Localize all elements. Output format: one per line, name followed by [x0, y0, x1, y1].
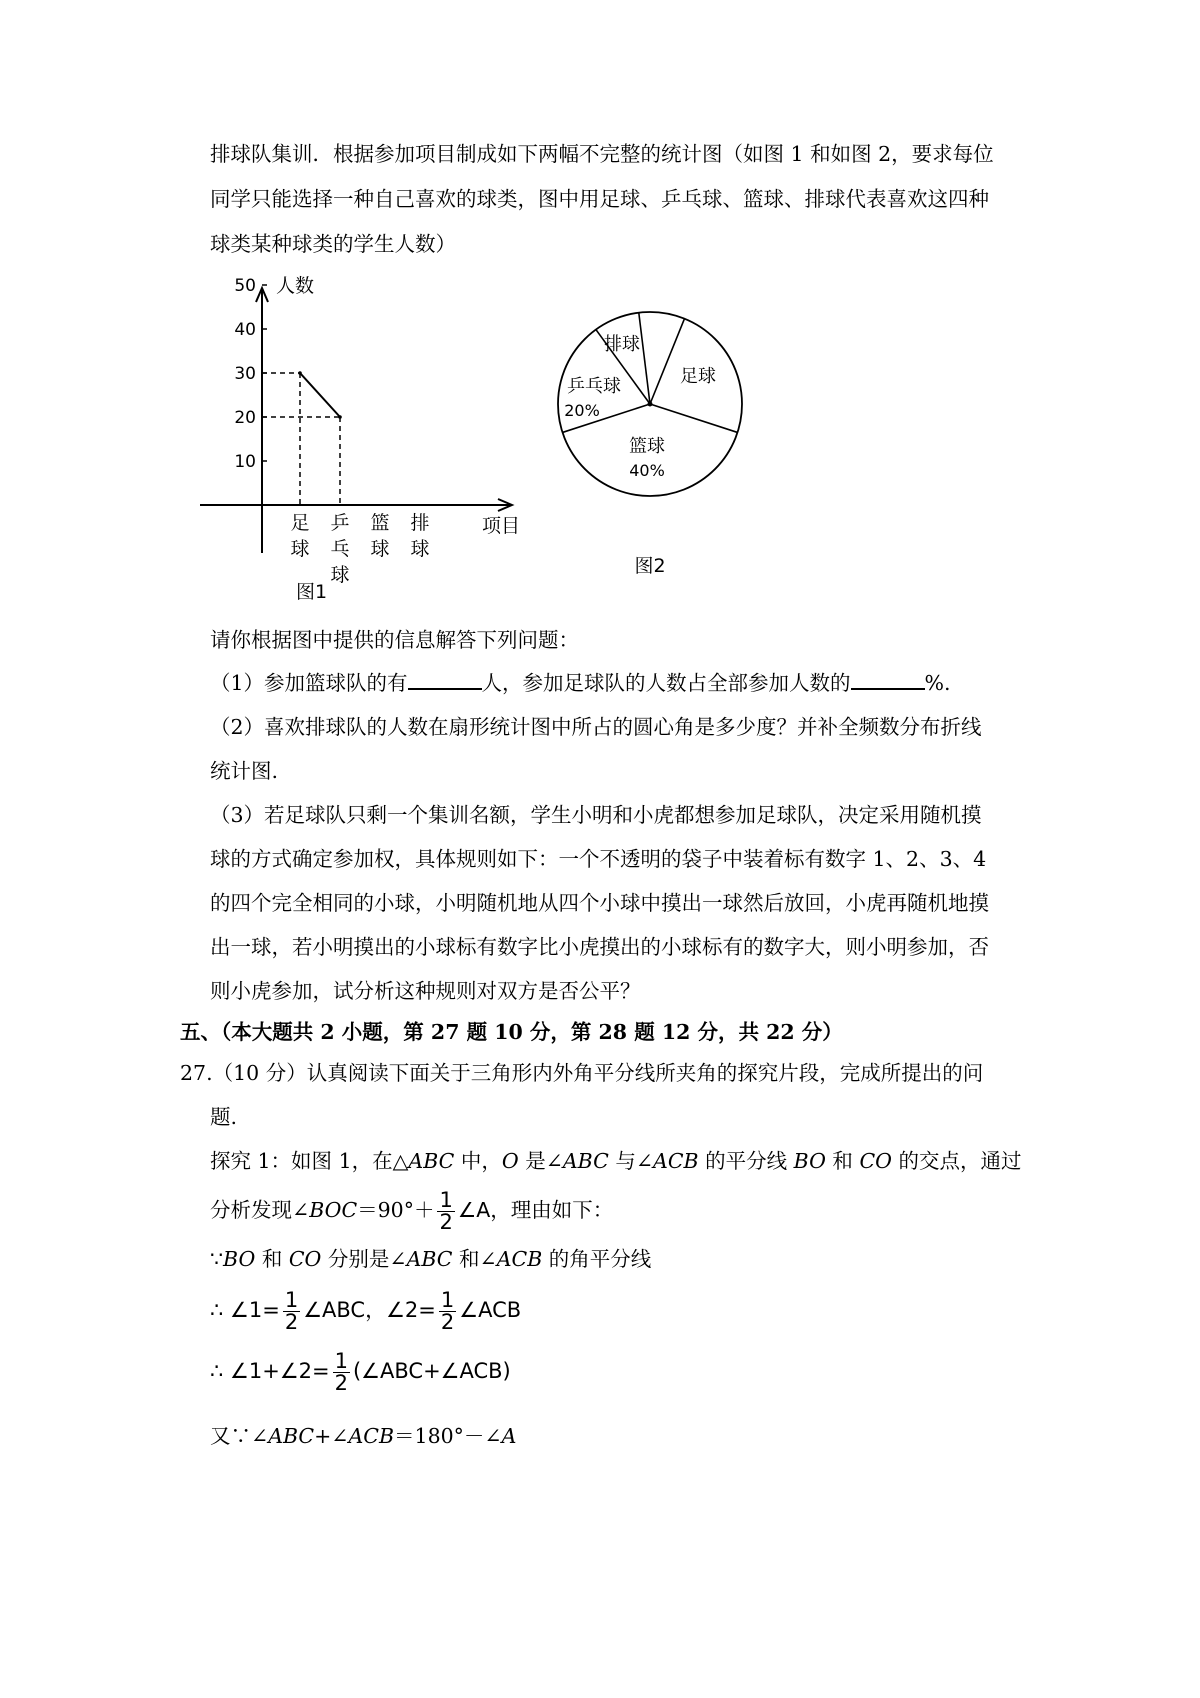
- x-categories: [290, 512, 429, 586]
- denominator: 2: [284, 1309, 299, 1334]
- text: (∠ABC+∠ACB): [352, 1359, 511, 1383]
- series-segment: [300, 373, 340, 417]
- text: ∴ ∠1+∠2=: [210, 1359, 330, 1383]
- text: ∠ABC，∠2=: [303, 1298, 436, 1322]
- text: 和∠: [452, 1247, 497, 1271]
- explore-1-line-1: [210, 1145, 1021, 1177]
- slice-name: 篮球: [629, 436, 665, 457]
- fraction-one-half: [283, 1287, 300, 1334]
- text: 又∵∠: [210, 1424, 269, 1448]
- y-tick-label: 20: [234, 408, 256, 428]
- text: 和: [255, 1247, 289, 1271]
- fraction-one-half: [437, 1190, 454, 1233]
- x-category-char: 足: [290, 512, 310, 534]
- reason-line-3: [210, 1347, 511, 1395]
- pie-slice-label: [604, 334, 640, 355]
- slice-percent: 40%: [629, 461, 665, 480]
- section-5-heading: 五、（本大题共 2 小题，第 27 题 10 分，第 28 题 12 分，共 22 分）: [180, 1020, 843, 1044]
- x-category-char: 球: [410, 538, 430, 560]
- x-category-label: [370, 512, 389, 560]
- y-tick-label: 40: [234, 320, 256, 340]
- slice-name: 乒乓球: [567, 376, 621, 397]
- numerator: 1: [439, 1188, 453, 1212]
- because-symbol: ∵: [210, 1247, 224, 1271]
- answer-blank-football-percent[interactable]: [851, 668, 925, 690]
- fraction-one-half: [439, 1287, 456, 1334]
- var-o: O: [501, 1149, 519, 1173]
- pie-slice-label: [680, 366, 716, 387]
- x-category-char: 球: [330, 564, 350, 586]
- var-bo: BO: [223, 1247, 256, 1271]
- text: 与∠: [608, 1149, 654, 1173]
- text: 的交点，通过: [891, 1149, 1022, 1173]
- var-acb: ACB: [496, 1247, 543, 1271]
- text: 是∠: [518, 1149, 563, 1173]
- x-category-label: [290, 512, 309, 560]
- pie-slice-label: [564, 376, 621, 420]
- text: 分析发现∠: [210, 1198, 310, 1222]
- var-co: CO: [288, 1247, 322, 1271]
- slice-name: 排球: [604, 334, 640, 355]
- text: +∠: [314, 1424, 349, 1448]
- x-category-char: 乓: [330, 538, 350, 560]
- numerator: 1: [334, 1348, 348, 1373]
- intro-line-2: 同学只能选择一种自己喜欢的球类，图中用足球、乒乓球、篮球、排球代表喜欢这四种: [210, 187, 989, 211]
- data-point: [298, 371, 302, 375]
- var-boc: BOC: [309, 1198, 358, 1222]
- x-category-char: 排: [410, 512, 430, 534]
- text: ＝180°－∠: [394, 1424, 502, 1448]
- pie-slice-edge: [650, 319, 684, 404]
- data-series: [262, 371, 342, 505]
- var-abc: ABC: [406, 1247, 453, 1271]
- y-tick-label: 50: [234, 276, 256, 296]
- x-axis-label: 项目: [482, 515, 521, 537]
- text: 中，: [454, 1149, 502, 1173]
- fraction-one-half: [333, 1348, 350, 1395]
- question-3-line-4: 出一球，若小明摸出的小球标有数字比小虎摸出的小球标有的数字大，则小明参加，否: [210, 935, 989, 959]
- slice-percent: 20%: [564, 401, 600, 420]
- text: 探究 1：如图 1，在△: [210, 1149, 409, 1173]
- question-1: [210, 667, 951, 699]
- var-a: A: [501, 1424, 517, 1448]
- text: ∠ACB: [459, 1298, 522, 1322]
- intro-line-1: 排球队集训．根据参加项目制成如下两幅不完整的统计图（如图 1 和如图 2，要求每位: [210, 142, 994, 166]
- figure-2-caption: 图2: [634, 555, 666, 577]
- q1-text-c: %.: [924, 671, 951, 695]
- x-category-label: [410, 512, 429, 560]
- pie-center: [648, 402, 653, 407]
- x-category-char: 球: [290, 538, 310, 560]
- numerator: 1: [440, 1287, 455, 1312]
- text: ∠A，理由如下：: [457, 1198, 614, 1222]
- question-3-line-5: 则小虎参加，试分析这种规则对双方是否公平？: [210, 979, 641, 1003]
- var-acb: ACB: [653, 1149, 699, 1173]
- text: 和: [825, 1149, 860, 1173]
- reason-line-1: [210, 1243, 651, 1275]
- numerator: 1: [284, 1287, 299, 1312]
- figure-2-pie-chart: [552, 300, 752, 590]
- var-acb: ACB: [348, 1424, 395, 1448]
- reason-line-2: [210, 1286, 521, 1334]
- denominator: 2: [334, 1370, 348, 1395]
- denominator: 2: [440, 1309, 455, 1334]
- var-bo: BO: [793, 1149, 826, 1173]
- pie-slice-edge: [650, 404, 737, 432]
- data-point: [338, 415, 342, 419]
- x-category-char: 球: [370, 538, 390, 560]
- text: ＝90°＋: [357, 1198, 435, 1222]
- answer-blank-basketball[interactable]: [408, 668, 482, 690]
- q1-text-a: （1）参加篮球队的有: [210, 671, 408, 695]
- question-3-line-1: （3）若足球队只剩一个集训名额，学生小明和小虎都想参加足球队，决定采用随机摸: [210, 803, 982, 827]
- text: ∴ ∠1=: [210, 1298, 280, 1322]
- q1-text-b: 人，参加足球队的人数占全部参加人数的: [481, 671, 851, 695]
- var-abc: ABC: [408, 1149, 455, 1173]
- y-tick-label: 10: [234, 452, 256, 472]
- question-2-line-1: （2）喜欢排球队的人数在扇形统计图中所占的圆心角是多少度？并补全频数分布折线: [210, 715, 982, 739]
- x-category-char: 乒: [330, 512, 350, 534]
- question-3-line-3: 的四个完全相同的小球，小明随机地从四个小球中摸出一球然后放回，小虎再随机地摸: [210, 891, 989, 915]
- text: 分别是∠: [321, 1247, 407, 1271]
- var-abc: ABC: [562, 1149, 609, 1173]
- var-co: CO: [859, 1149, 892, 1173]
- denominator: 2: [439, 1210, 453, 1234]
- question-3-line-2: 球的方式确定参加权，具体规则如下：一个不透明的袋子中装着标有数字 1、2、3、4: [210, 847, 987, 871]
- question-prompt: 请你根据图中提供的信息解答下列问题：: [210, 628, 579, 652]
- pie-labels: [564, 334, 716, 577]
- figure-1-caption: 图1: [296, 581, 328, 603]
- var-abc: ABC: [268, 1424, 315, 1448]
- slice-name: 足球: [680, 366, 716, 387]
- reason-line-4: [210, 1420, 516, 1452]
- question-2-line-2: 统计图.: [210, 759, 279, 783]
- intro-line-3: 球类某种球类的学生人数）: [210, 232, 456, 256]
- q27-line-1: 27.（10 分）认真阅读下面关于三角形内外角平分线所夹角的探究片段，完成所提出的问: [180, 1061, 984, 1085]
- x-category-char: 篮: [370, 512, 390, 534]
- figure-1-line-chart: [200, 268, 540, 618]
- explore-1-line-2: [210, 1186, 613, 1234]
- pie-slice-label: [629, 436, 665, 480]
- y-tick-label: 30: [234, 364, 256, 384]
- y-axis-label: 人数: [276, 275, 315, 297]
- x-category-label: [330, 512, 349, 586]
- q27-line-2: 题.: [210, 1105, 238, 1129]
- text: 的平分线: [698, 1149, 794, 1173]
- text: 的角平分线: [542, 1247, 652, 1271]
